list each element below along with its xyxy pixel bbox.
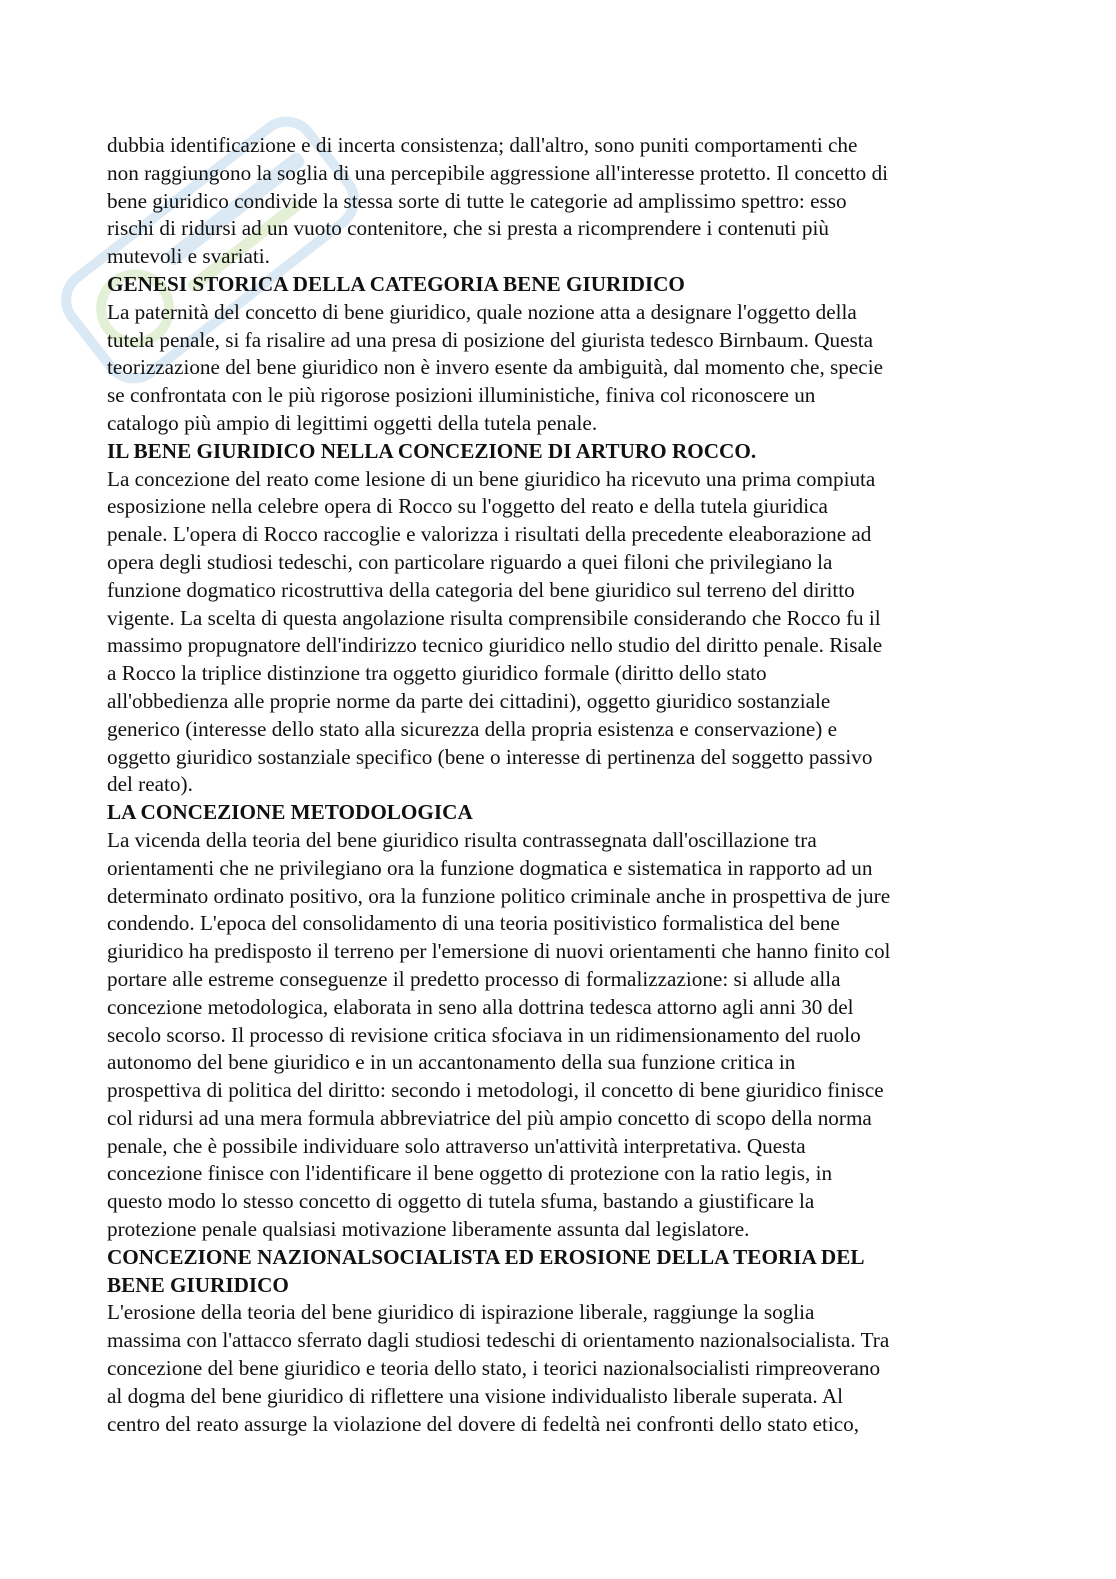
body-paragraph: L'erosione della teoria del bene giuridico di ispirazione liberale, raggiunge la soglia massima con l'attacco sferrato dagli studiosi tedeschi di orientamento nazionalsocialista. Tra concezione del bene giuridico e teoria dello stato, i teorici nazionalsocialisti rimpreoverano al dogma del bene giuridico di riflettere una visione individualisto liberale superata. Al centro del reato assurge la violazione del dovere di fedeltà nei confronti dello stato etico,	[107, 1300, 890, 1436]
section-heading: LA CONCEZIONE METODOLOGICA	[107, 800, 473, 825]
section-heading: CONCEZIONE NAZIONALSOCIALISTA ED EROSIONE DELLA TEORIA DEL BENE GIURIDICO	[107, 1244, 865, 1297]
body-paragraph: La vicenda della teoria del bene giuridico risulta contrassegnata dall'oscillazione tra orientamenti che ne privilegiano ora la funzione dogmatica e sistematica in rapporto ad un determinato ordinato positivo, ora la funzione politico criminale anche in prospettiva de jure condendo. L'epoca del consolidamento di una teoria positivistico formalistica del bene giuridico ha predisposto il terreno per l'emersione di nuovi orientamenti che hanno finito col portare alle estreme conseguenze il predetto processo di formalizzazione: si allude alla concezione metodologica, elaborata in seno alla dottrina tedesca attorno agli anni 30 del secolo scorso. Il processo di revisione critica sfociava in un ridimensionamento del ruolo autonomo del bene giuridico e in un accantonamento della sua funzione critica in prospettiva di politica del diritto: secondo i metodologi, il concetto di bene giuridico finisce col ridursi ad una mera formula abbreviatrice del più ampio concetto di scopo della norma penale, che è possibile individuare solo attraverso un'attività interpretativa. Questa concezione finisce con l'identificare il bene oggetto di protezione con la ratio legis, in questo modo lo stesso concetto di oggetto di tutela sfuma, bastando a giustificare la protezione penale qualsiasi motivazione liberamente assunta dal legislatore.	[107, 827, 891, 1242]
section-heading: GENESI STORICA DELLA CATEGORIA BENE GIURIDICO	[107, 271, 685, 296]
section-heading: IL BENE GIURIDICO NELLA CONCEZIONE DI ARTURO ROCCO.	[107, 438, 757, 463]
body-paragraph: La concezione del reato come lesione di un bene giuridico ha ricevuto una prima compiuta esposizione nella celebre opera di Rocco su l'oggetto del reato e della tutela giuridica penale. L'opera di Rocco raccoglie e valorizza i risultati della precedente eleaborazione ad opera degli studiosi tedeschi, con particolare riguardo a quei filoni che privilegiano la funzione dogmatico ricostruttiva della categoria del bene giuridico sul terreno del diritto vigente. La scelta di questa angolazione risulta comprensibile considerando che Rocco fu il massimo propugnatore dell'indirizzo tecnico giuridico nello studio del diritto penale. Risale a Rocco la triplice distinzione tra oggetto giuridico formale (diritto dello stato all'obbedienza alle proprie norme da parte dei cittadini), oggetto giuridico sostanziale generico (interesse dello stato alla sicurezza della propria esistenza e conservazione) e oggetto giuridico sostanziale specifico (bene o interesse di pertinenza del soggetto passivo del reato).	[107, 466, 883, 797]
document-page	[107, 132, 1017, 1438]
body-paragraph: dubbia identificazione e di incerta consistenza; dall'altro, sono puniti comportamenti che non raggiungono la soglia di una percepibile aggressione all'interesse protetto. Il concetto di bene giuridico condivide la stessa sorte di tutte le categorie ad amplissimo spettro: esso rischi di ridursi ad un vuoto contenitore, che si presta a ricomprendere i contenuti più mutevoli e svariati.	[107, 133, 889, 269]
body-paragraph: La paternità del concetto di bene giuridico, quale nozione atta a designare l'oggetto della tutela penale, si fa risalire ad una presa di posizione del giurista tedesco Birnbaum. Questa teorizzazione del bene giuridico non è invero esente da ambiguità, dal momento che, specie se confrontata con le più rigorose posizioni illuministiche, finiva col riconoscere un catalogo più ampio di legittimi oggetti della tutela penale.	[107, 299, 883, 435]
